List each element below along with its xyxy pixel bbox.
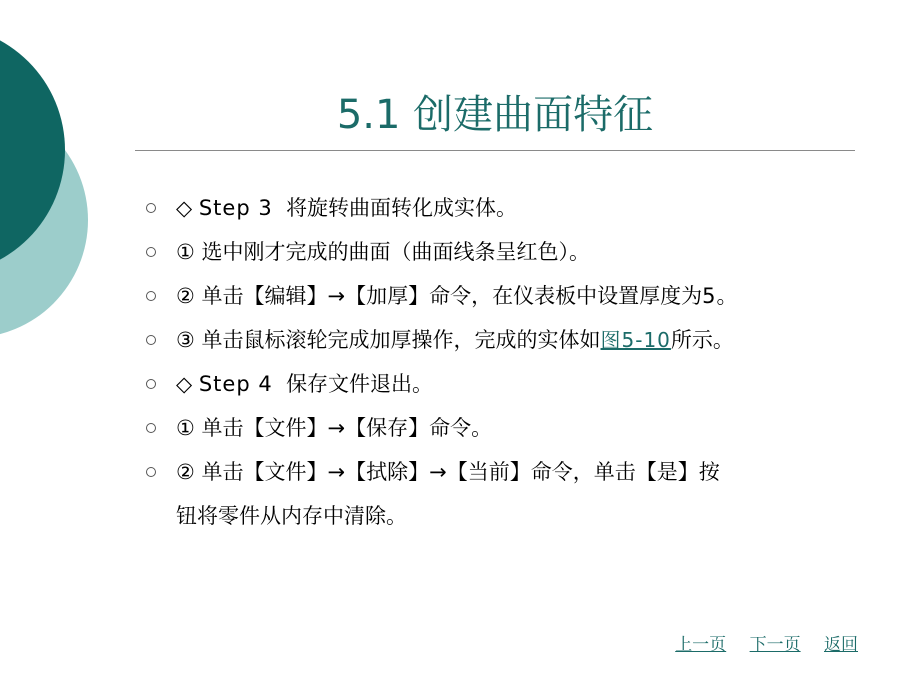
item-text-end: 所示。 <box>670 328 734 352</box>
step-label: Step 4 <box>198 372 273 396</box>
bullet-circle-icon <box>146 291 156 301</box>
bullet-circle-icon <box>146 379 156 389</box>
item-text: 保存文件退出。 <box>286 372 434 396</box>
list-item <box>142 274 862 318</box>
number-marker: ② <box>176 460 195 484</box>
list-item <box>142 230 862 274</box>
item-text: 单击【文件】→【保存】命令。 <box>201 416 493 440</box>
back-link[interactable]: 返回 <box>824 635 858 655</box>
list-item <box>142 318 862 362</box>
list-item <box>142 450 862 538</box>
prev-page-link[interactable]: 上一页 <box>675 635 727 655</box>
item-text-continued: 钮将零件从内存中清除。 <box>176 504 407 528</box>
slide-navigation <box>657 630 858 655</box>
bullet-circle-icon <box>146 247 156 257</box>
slide-title: 5.1 创建曲面特征 <box>336 92 654 138</box>
list-item <box>142 186 862 230</box>
list-item <box>142 406 862 450</box>
item-text: 将旋转曲面转化成实体。 <box>286 196 518 220</box>
figure-link[interactable]: 图5-10 <box>600 328 671 352</box>
diamond-marker: ◇ <box>176 372 193 396</box>
title-divider <box>135 150 855 151</box>
next-page-link[interactable]: 下一页 <box>749 635 801 655</box>
number-marker: ② <box>176 284 195 308</box>
number-marker: ① <box>176 240 195 264</box>
diamond-marker: ◇ <box>176 196 193 220</box>
thickness-value: 5 <box>702 284 717 308</box>
item-text: 单击【文件】→【拭除】→【当前】命令，单击【是】按 <box>201 460 720 484</box>
step-label: Step 3 <box>198 196 273 220</box>
item-text: 选中刚才完成的曲面（曲面线条呈红色）。 <box>201 240 591 264</box>
bullet-circle-icon <box>146 335 156 345</box>
bullet-circle-icon <box>146 203 156 213</box>
item-text-end: 。 <box>716 284 738 308</box>
number-marker: ③ <box>176 328 195 352</box>
item-text: 单击【编辑】→【加厚】命令，在仪表板中设置厚度为 <box>201 284 703 308</box>
item-text: 单击鼠标滚轮完成加厚操作，完成的实体如 <box>201 328 601 352</box>
bullet-circle-icon <box>146 467 156 477</box>
number-marker: ① <box>176 416 195 440</box>
content-list <box>142 186 862 538</box>
bullet-circle-icon <box>146 423 156 433</box>
list-item <box>142 362 862 406</box>
